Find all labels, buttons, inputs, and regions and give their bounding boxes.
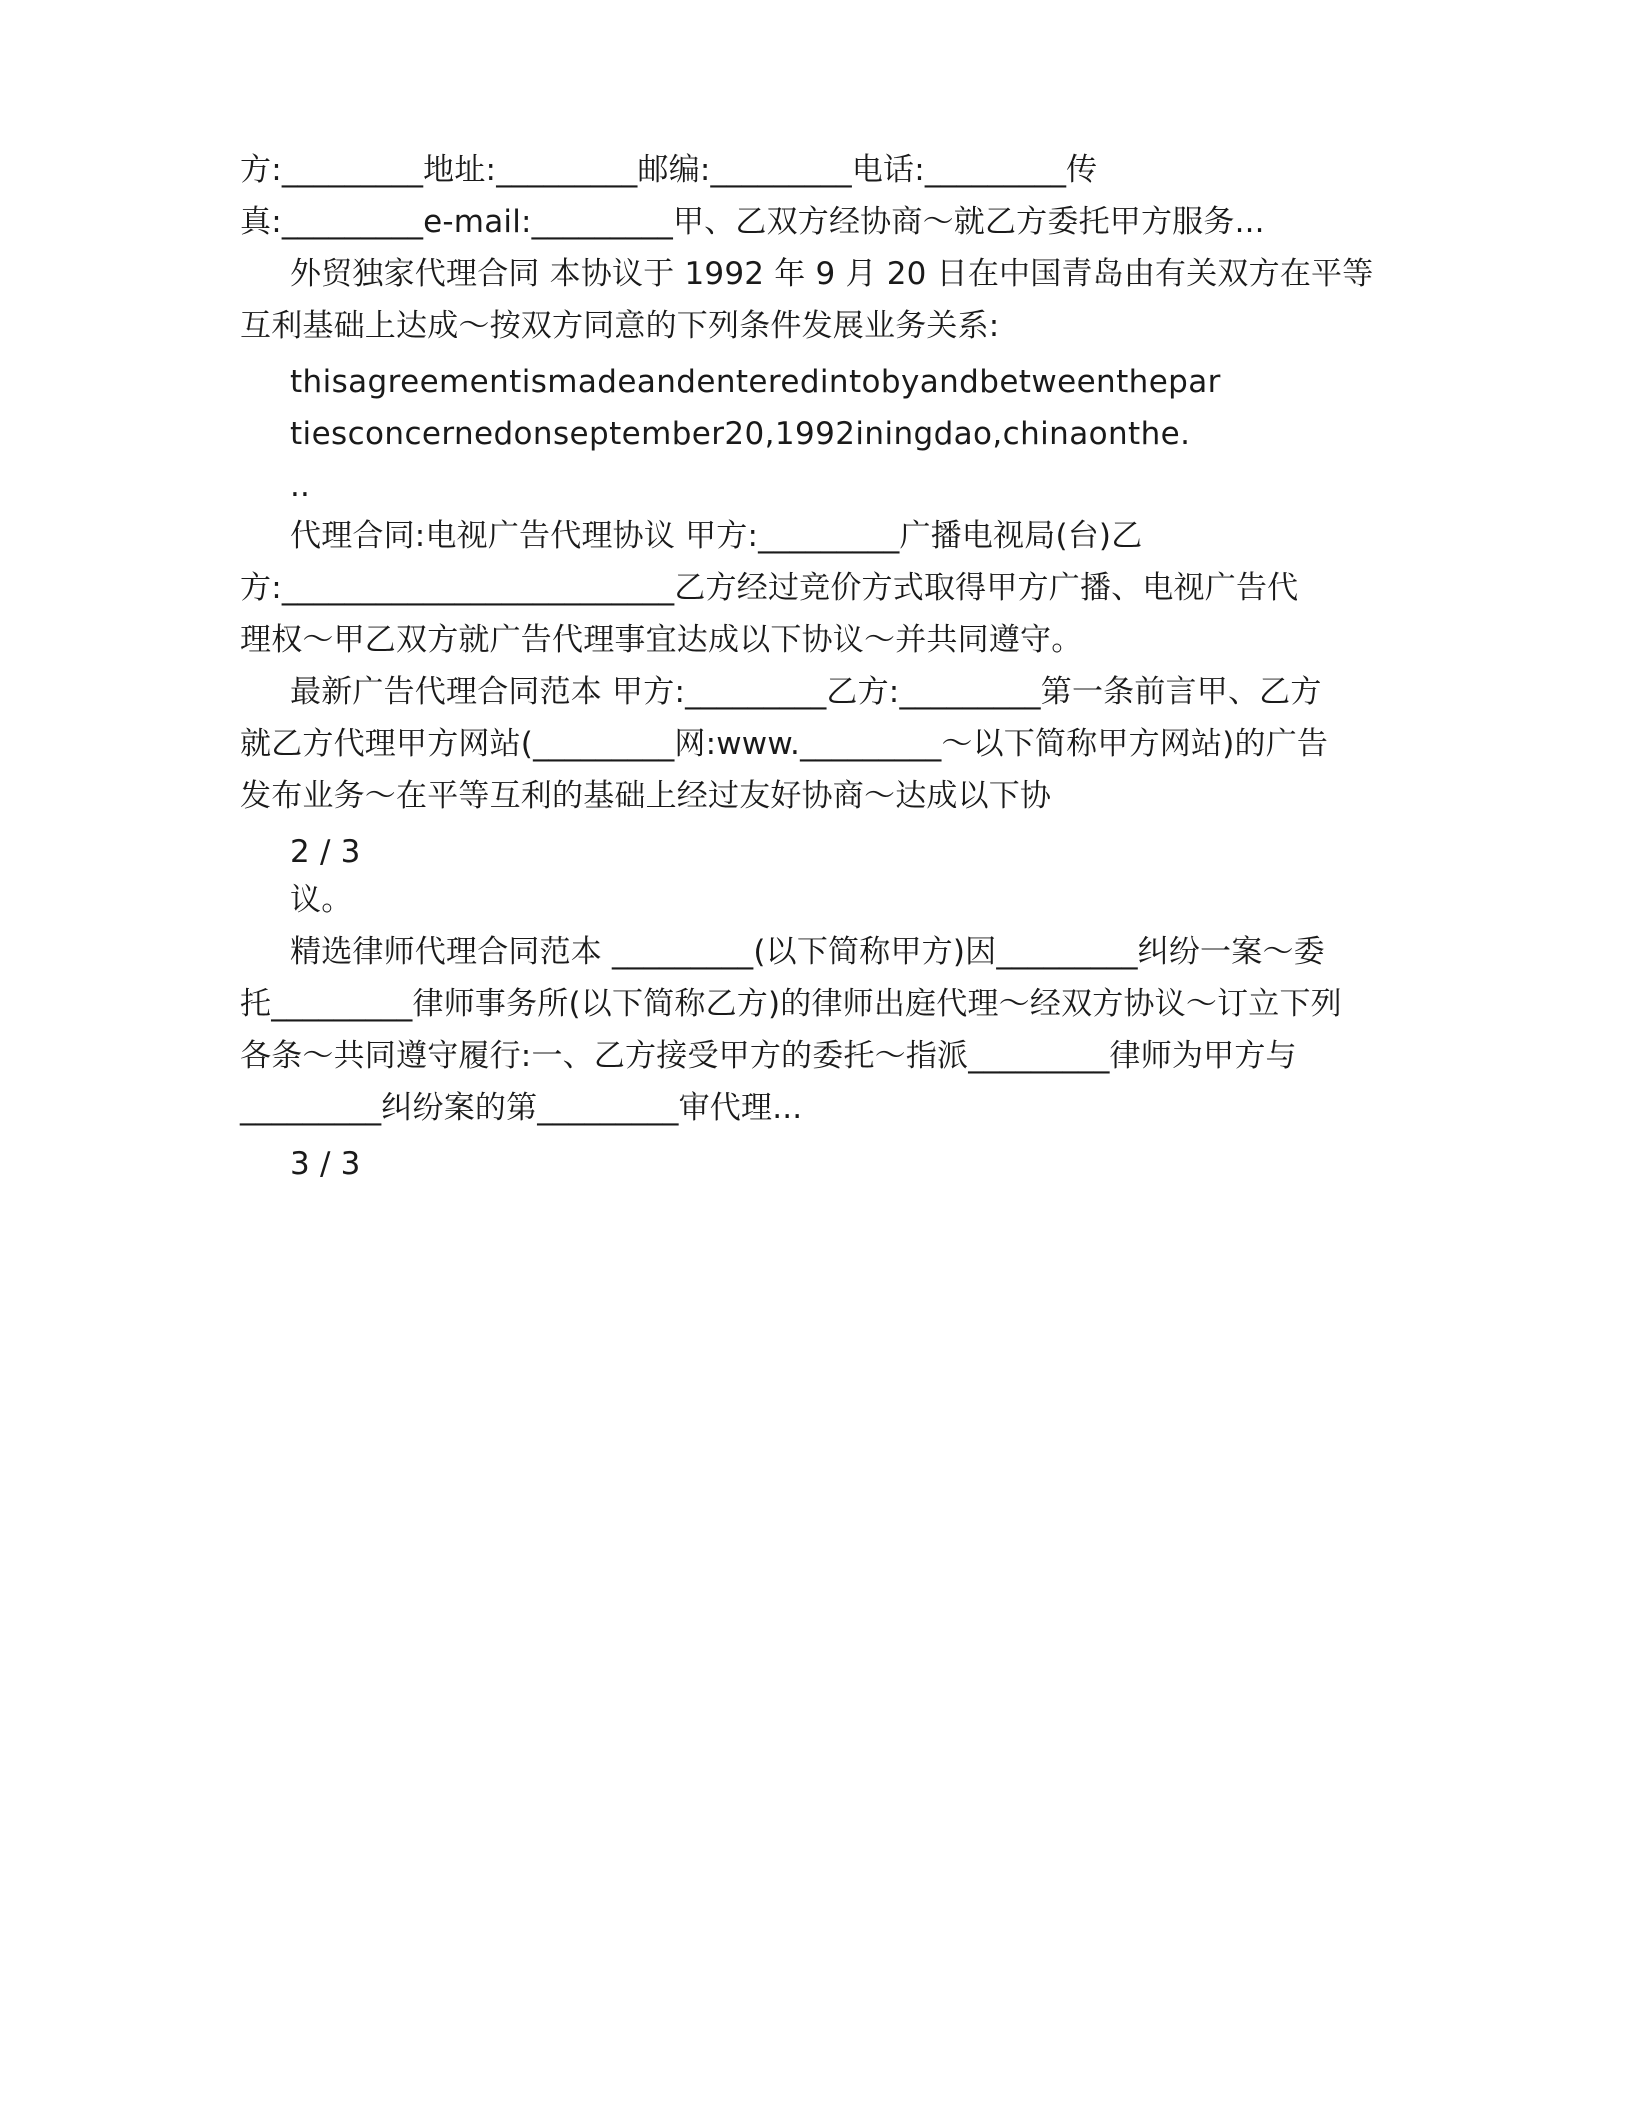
text-line: 理权～甲乙双方就广告代理事宜达成以下协议～并共同遵守。 xyxy=(240,622,1083,658)
paragraph-start: 外贸独家代理合同 本协议于 1992 年 9 月 20 日在中国青岛由有关双方在平等 xyxy=(290,256,1374,292)
text-line: 方:_________地址:_________邮编:_________电话:_________传 xyxy=(240,152,1098,188)
text-line: 托_________律师事务所(以下简称乙方)的律师出庭代理～经双方协议～订立下列 xyxy=(240,986,1342,1022)
text-line: 方:_________________________乙方经过竞价方式取得甲方广播、电视广告代 xyxy=(240,570,1299,606)
english-text-line: tiesconcernedonseptember20,1992iningdao,chinaonthe. xyxy=(290,416,1191,452)
text-line: _________纠纷案的第_________审代理... xyxy=(240,1090,803,1126)
text-line: 就乙方代理甲方网站(_________网:www._________～以下简称甲方网站)的广告 xyxy=(240,726,1329,762)
text-line: 议。 xyxy=(290,882,353,918)
text-line: 互利基础上达成～按双方同意的下列条件发展业务关系: xyxy=(240,308,1000,344)
text-line: 真:_________e-mail:_________甲、乙双方经协商～就乙方委托甲方服务... xyxy=(240,204,1265,240)
text-line: 发布业务～在平等互利的基础上经过友好协商～达成以下协 xyxy=(240,778,1052,814)
ellipsis-line: .. xyxy=(290,468,311,504)
text-line: 各条～共同遵守履行:一、乙方接受甲方的委托～指派_________律师为甲方与 xyxy=(240,1038,1297,1074)
page-number: 3 / 3 xyxy=(290,1146,361,1182)
paragraph-start: 最新广告代理合同范本 甲方:_________乙方:_________第一条前言甲、乙方 xyxy=(290,674,1322,710)
page-number: 2 / 3 xyxy=(290,834,361,870)
paragraph-start: 代理合同:电视广告代理协议 甲方:_________广播电视局(台)乙 xyxy=(290,518,1143,554)
english-text-line: thisagreementismadeandenteredintobyandbetweenthepar xyxy=(290,364,1221,400)
paragraph-start: 精选律师代理合同范本 _________(以下简称甲方)因_________纠纷一案～委 xyxy=(290,934,1325,970)
